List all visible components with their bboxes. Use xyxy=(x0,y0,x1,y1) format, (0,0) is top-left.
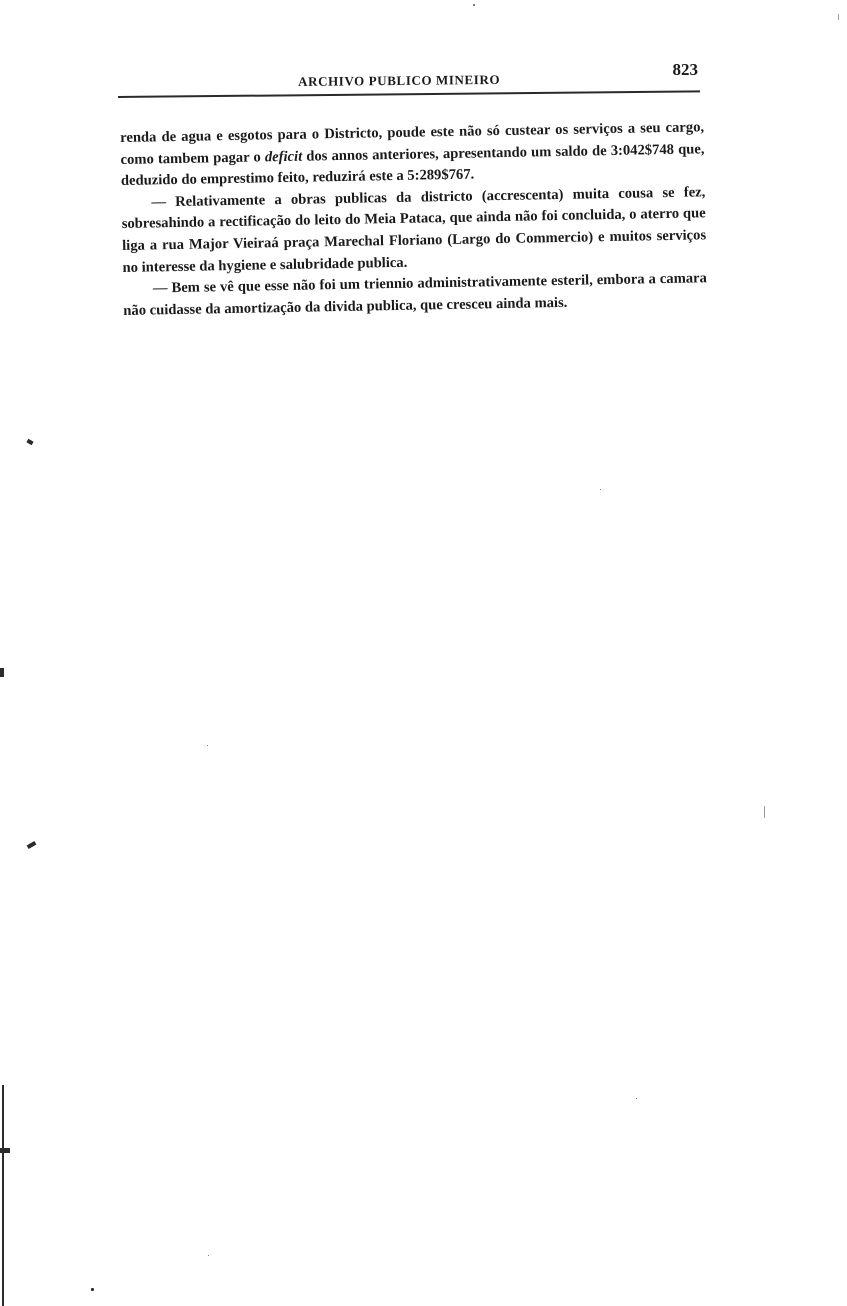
speck xyxy=(600,489,601,490)
page-header xyxy=(118,58,700,98)
left-edge-rule xyxy=(2,1085,4,1306)
paragraph-continuation xyxy=(120,117,705,192)
page-number: 823 xyxy=(672,60,698,79)
header-rule xyxy=(118,90,700,98)
speck xyxy=(208,1255,209,1256)
paragraph-triennium: — Bem se vê que esse não foi um triennio administrativamente esteril, embora a camara não cuidasse da amortização da divida publica, que cresceu ainda mais. xyxy=(123,270,708,319)
paragraph-1-text-after: dos annos anteriores, apresentando um saldo de 3:042$748 que, deduzido do emprestimo feito, reduzirá este a 5:289$767. xyxy=(120,140,705,190)
paragraph-1-emphasis: deficit xyxy=(264,148,303,165)
margin-mark-upper xyxy=(26,439,33,445)
speck xyxy=(764,806,765,818)
paragraph-public-works: — Relativamente a obras publicas da districto (accrescenta) muita cousa se fez, sobresahindo a rectificação do leito do Meia Pataca, que ainda não foi concluida, o aterro que liga a rua Major Vieiraá praça Marechal Floriano (Largo do Commercio) e muitos serviços no interesse da hygiene e salubridade publica. xyxy=(121,184,707,276)
speck xyxy=(207,745,208,746)
running-title: ARCHIVO PUBLICO MINEIRO xyxy=(298,71,501,89)
speck xyxy=(636,1098,637,1099)
speck xyxy=(473,4,475,6)
left-edge-tick xyxy=(0,1148,10,1153)
body-text xyxy=(120,117,707,322)
speck xyxy=(91,1288,94,1291)
margin-mark-lower xyxy=(27,841,37,849)
paragraph-1-text: renda de agua e esgotos para o Districto, poude este não só custear os serviços a seu cargo, como tambem pagar o xyxy=(120,119,705,168)
margin-mark-middle xyxy=(0,668,4,677)
speck xyxy=(838,14,839,20)
